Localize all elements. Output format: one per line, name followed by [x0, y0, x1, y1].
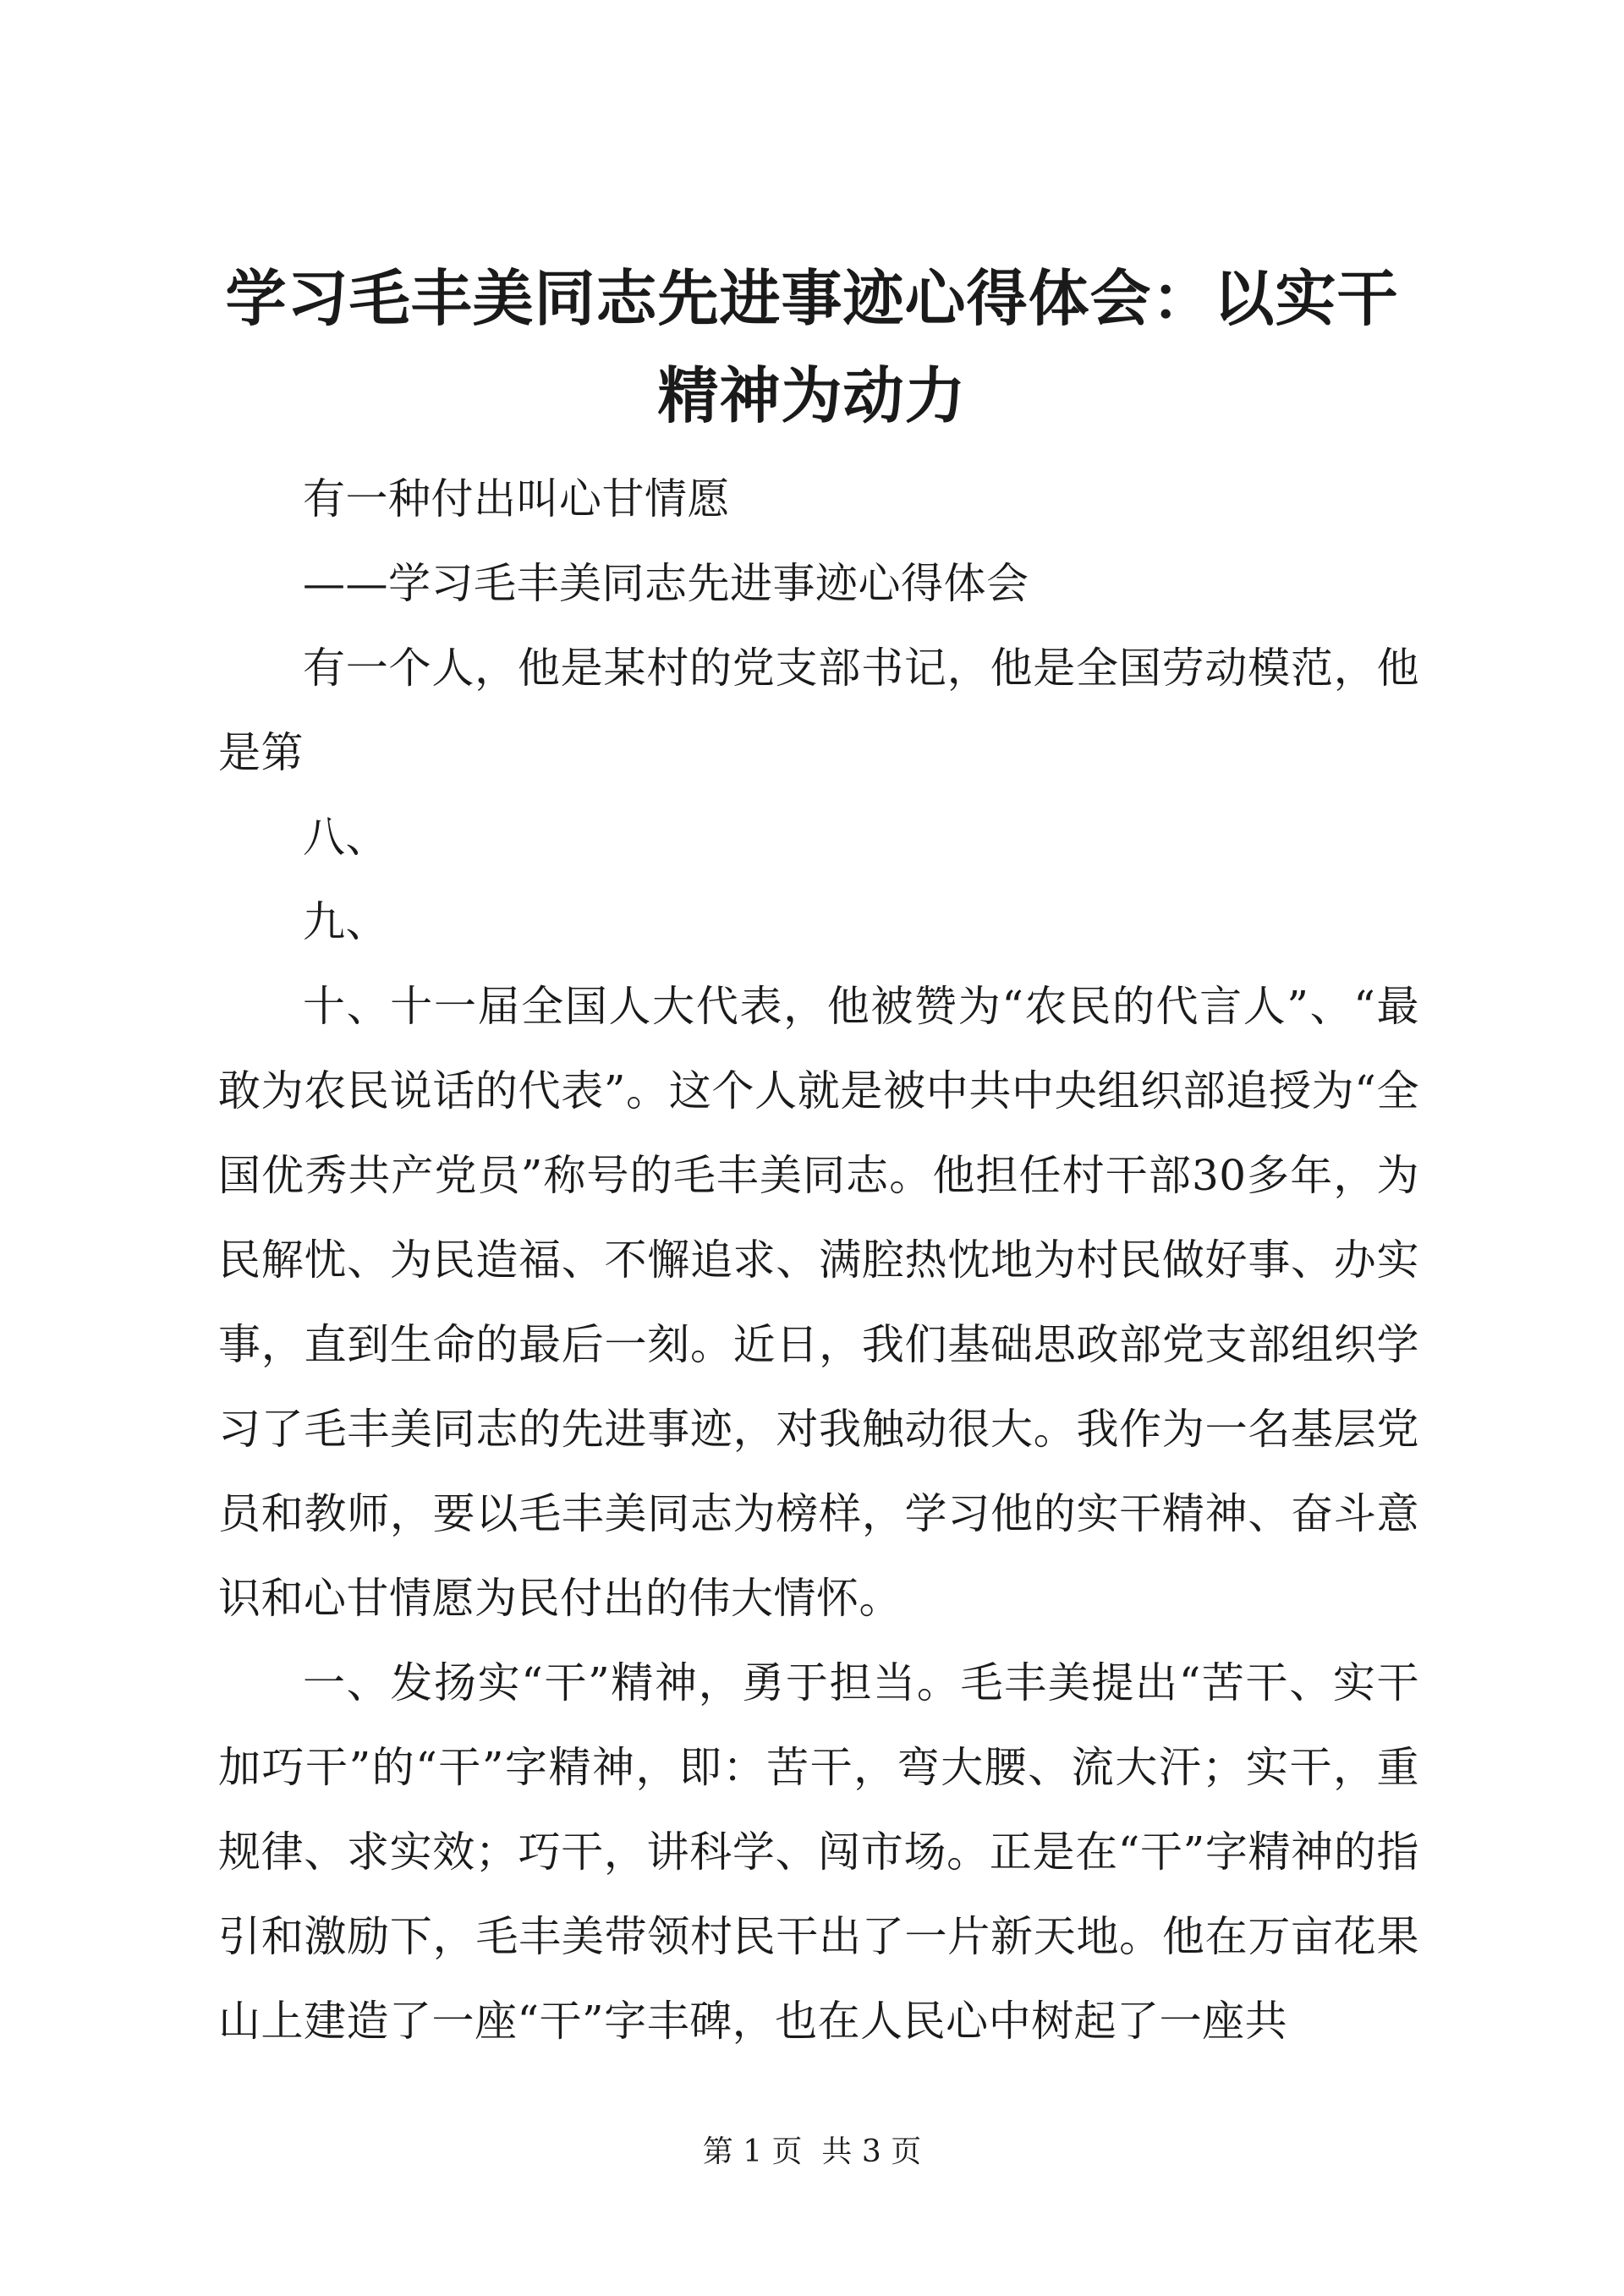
- paragraph: 有一个人，他是某村的党支部书记，他是全国劳动模范，他是第: [218, 644, 1419, 777]
- paragraph: 十、十一届全国人大代表，他被赞为“农民的代言人”、“最敢为农民说话的代表”。这个人就是被中共中央组织部追授为“全国优秀共产党员”称号的毛丰美同志。他担任村干部30多年，为民解忧、为民造福、不懈追求、满腔热忱地为村民做好事、办实事，直到生命的最后一刻。近日，我们基础思政部党支部组织学习了毛丰美同志的先进事迹，对我触动很大。我作为一名基层党员和教师，要以毛丰美同志为榜样，学习他的实干精神、奋斗意识和心甘情愿为民付出的伟大情怀。: [218, 982, 1419, 1623]
- document-body: [218, 457, 1419, 2063]
- page-footer: [0, 2131, 1624, 2173]
- page-number: 第 1 页 共 3 页: [702, 2134, 922, 2169]
- paragraph: 八、: [303, 813, 388, 862]
- paragraph: 九、: [303, 897, 388, 946]
- paragraph: ——学习毛丰美同志先进事迹心得体会: [303, 559, 1029, 608]
- paragraph: 有一种付出叫心甘情愿: [303, 474, 730, 523]
- paragraph: 一、发扬实“干”精神，勇于担当。毛丰美提出“苦干、实干加巧干”的“干”字精神，即：苦干，弯大腰、流大汗；实干，重规律、求实效；巧干，讲科学、闯市场。正是在“干”字精神的指引和激励下，毛丰美带领村民干出了一片新天地。他在万亩花果山上建造了一座“干”字丰碑，也在人民心中树起了一座共: [218, 1658, 1419, 2046]
- document-title: 学习毛丰美同志先进事迹心得体会：以实干精神为动力: [225, 262, 1399, 431]
